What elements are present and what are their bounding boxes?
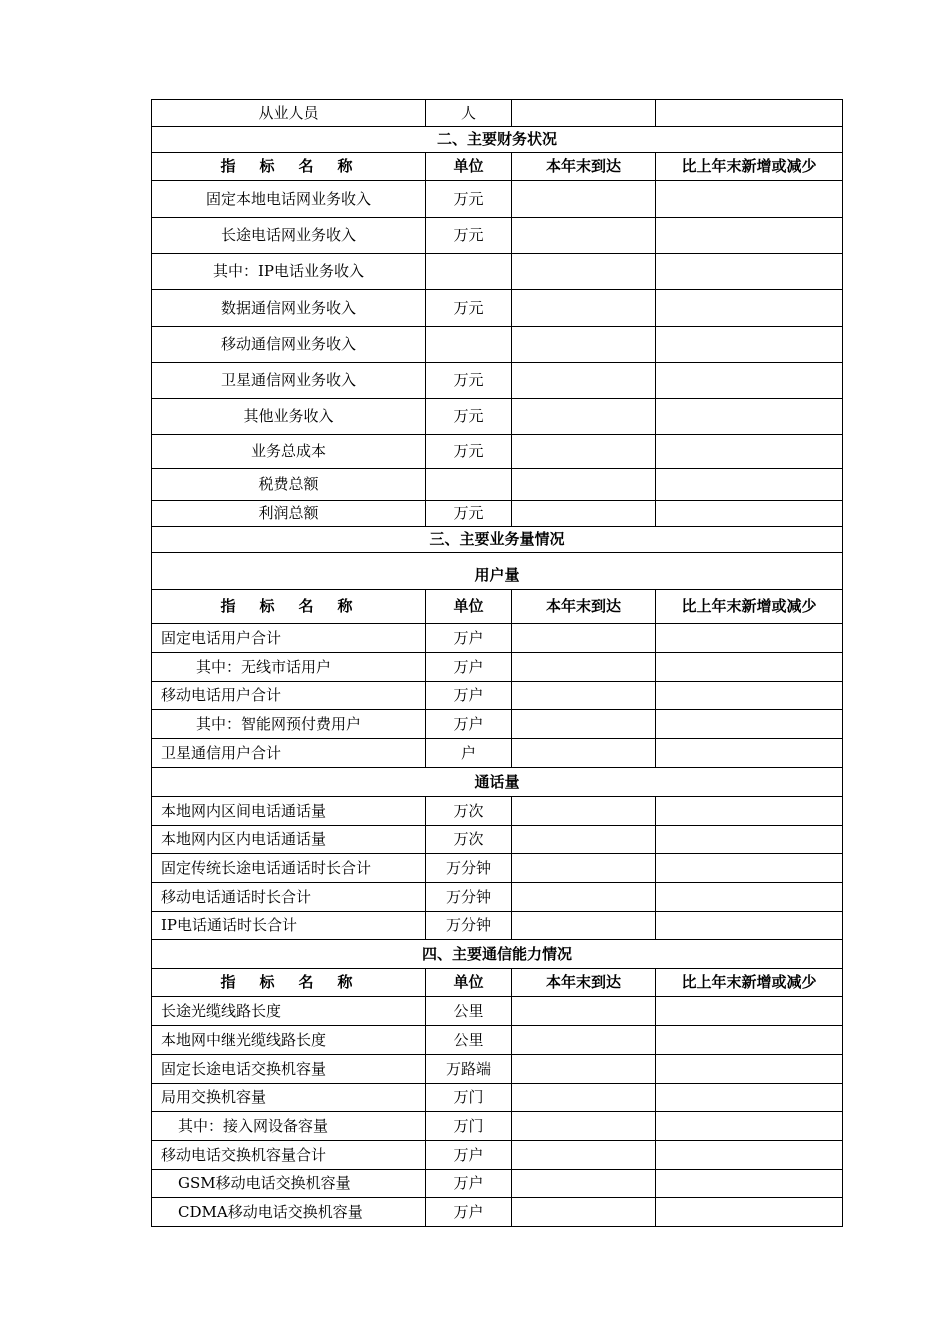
table-row: [152, 883, 843, 912]
subsection-title-users: 用户量: [152, 553, 843, 590]
section-title: 二、主要财务状况: [152, 127, 843, 153]
subsection-title-calls: 通话量: [152, 768, 843, 797]
value-cell[interactable]: [512, 1198, 656, 1227]
row-unit: 万门: [426, 1112, 512, 1141]
value-cell[interactable]: [512, 1055, 656, 1084]
row-unit: 万分钟: [426, 854, 512, 883]
header-current: 本年末到达: [512, 153, 656, 181]
value-cell[interactable]: [512, 181, 656, 218]
change-cell[interactable]: [656, 290, 843, 327]
section-title: 三、主要业务量情况: [152, 527, 843, 553]
row-unit: 万路端: [426, 1055, 512, 1084]
change-cell[interactable]: [656, 254, 843, 290]
value-cell[interactable]: [512, 290, 656, 327]
change-cell[interactable]: [656, 501, 843, 527]
value-cell[interactable]: [512, 1026, 656, 1055]
row-unit: [426, 254, 512, 290]
row-label: 本地网内区间电话通话量: [152, 797, 426, 826]
table-row: [152, 290, 843, 327]
change-cell[interactable]: [656, 1198, 843, 1227]
row-label: 其中：接入网设备容量: [152, 1112, 426, 1141]
value-cell[interactable]: [512, 100, 656, 127]
row-unit: 万元: [426, 290, 512, 327]
row-label: CDMA移动电话交换机容量: [152, 1198, 426, 1227]
change-cell[interactable]: [656, 1084, 843, 1112]
value-cell[interactable]: [512, 624, 656, 653]
change-cell[interactable]: [656, 997, 843, 1026]
subsection-row: [152, 553, 843, 590]
value-cell[interactable]: [512, 682, 656, 710]
table-row: [152, 797, 843, 826]
value-cell[interactable]: [512, 653, 656, 682]
row-label: 其中：智能网预付费用户: [152, 710, 426, 739]
header-change: 比上年末新增或减少: [656, 153, 843, 181]
table-row: [152, 826, 843, 854]
row-unit: 万元: [426, 363, 512, 399]
table-row: [152, 624, 843, 653]
table-row: [152, 739, 843, 768]
row-unit: 万元: [426, 399, 512, 435]
row-label: 卫星通信网业务收入: [152, 363, 426, 399]
row-label: 移动通信网业务收入: [152, 327, 426, 363]
change-cell[interactable]: [656, 883, 843, 912]
table-row: [152, 682, 843, 710]
row-label: 其中：IP电话业务收入: [152, 254, 426, 290]
section-title-row: [152, 940, 843, 969]
change-cell[interactable]: [656, 1112, 843, 1141]
table-row: [152, 254, 843, 290]
header-row: [152, 590, 843, 624]
table-row: [152, 710, 843, 739]
header-change: 比上年末新增或减少: [656, 969, 843, 997]
row-unit: 户: [426, 739, 512, 768]
section-title: 四、主要通信能力情况: [152, 940, 843, 969]
header-current: 本年末到达: [512, 590, 656, 624]
change-cell[interactable]: [656, 653, 843, 682]
value-cell[interactable]: [512, 854, 656, 883]
row-label: 移动电话交换机容量合计: [152, 1141, 426, 1170]
subsection-row: [152, 768, 843, 797]
header-row: [152, 969, 843, 997]
row-label: 税费总额: [152, 469, 426, 501]
change-cell[interactable]: [656, 1026, 843, 1055]
row-unit: 万门: [426, 1084, 512, 1112]
change-cell[interactable]: [656, 826, 843, 854]
header-name: 指标名称: [152, 590, 426, 624]
table-row: [152, 501, 843, 527]
header-change: 比上年末新增或减少: [656, 590, 843, 624]
row-unit: 万分钟: [426, 883, 512, 912]
value-cell[interactable]: [512, 501, 656, 527]
row-unit: 万元: [426, 218, 512, 254]
value-cell[interactable]: [512, 883, 656, 912]
table-row: [152, 1141, 843, 1170]
row-label: 固定本地电话网业务收入: [152, 181, 426, 218]
row-unit: 万次: [426, 826, 512, 854]
row-unit: 万户: [426, 1141, 512, 1170]
row-unit: 万次: [426, 797, 512, 826]
value-cell[interactable]: [512, 997, 656, 1026]
table-row: [152, 181, 843, 218]
row-label: 长途光缆线路长度: [152, 997, 426, 1026]
row-label: GSM移动电话交换机容量: [152, 1170, 426, 1198]
row-unit: 万户: [426, 682, 512, 710]
change-cell[interactable]: [656, 797, 843, 826]
row-label: IP电话通话时长合计: [152, 912, 426, 940]
table-row: [152, 218, 843, 254]
header-row: [152, 153, 843, 181]
change-cell[interactable]: [656, 1170, 843, 1198]
value-cell[interactable]: [512, 710, 656, 739]
section-title-row: [152, 527, 843, 553]
change-cell[interactable]: [656, 399, 843, 435]
value-cell[interactable]: [512, 1141, 656, 1170]
header-unit: 单位: [426, 153, 512, 181]
table-row: [152, 1084, 843, 1112]
value-cell[interactable]: [512, 912, 656, 940]
value-cell[interactable]: [512, 254, 656, 290]
row-label: 长途电话网业务收入: [152, 218, 426, 254]
header-name: 指标名称: [152, 153, 426, 181]
change-cell[interactable]: [656, 1055, 843, 1084]
value-cell[interactable]: [512, 739, 656, 768]
row-unit: 万户: [426, 1170, 512, 1198]
row-label: 从业人员: [152, 100, 426, 127]
change-cell[interactable]: [656, 682, 843, 710]
change-cell[interactable]: [656, 435, 843, 469]
header-name: 指标名称: [152, 969, 426, 997]
table-row: [152, 997, 843, 1026]
table-row: [152, 435, 843, 469]
change-cell[interactable]: [656, 710, 843, 739]
value-cell[interactable]: [512, 399, 656, 435]
row-unit: 万户: [426, 1198, 512, 1227]
change-cell[interactable]: [656, 181, 843, 218]
value-cell[interactable]: [512, 363, 656, 399]
value-cell[interactable]: [512, 1112, 656, 1141]
row-label: 固定长途电话交换机容量: [152, 1055, 426, 1084]
table-row: [152, 469, 843, 501]
value-cell[interactable]: [512, 327, 656, 363]
change-cell[interactable]: [656, 327, 843, 363]
change-cell[interactable]: [656, 912, 843, 940]
table-row: [152, 1170, 843, 1198]
table-row: [152, 912, 843, 940]
row-label: 利润总额: [152, 501, 426, 527]
value-cell[interactable]: [512, 218, 656, 254]
change-cell[interactable]: [656, 469, 843, 501]
header-unit: 单位: [426, 590, 512, 624]
table-row: [152, 653, 843, 682]
value-cell[interactable]: [512, 469, 656, 501]
statistics-report-table: [151, 99, 843, 1227]
row-unit: 人: [426, 100, 512, 127]
row-unit: 公里: [426, 997, 512, 1026]
row-label: 固定传统长途电话通话时长合计: [152, 854, 426, 883]
change-cell[interactable]: [656, 363, 843, 399]
row-unit: 万户: [426, 653, 512, 682]
row-unit: [426, 469, 512, 501]
row-unit: 万分钟: [426, 912, 512, 940]
value-cell[interactable]: [512, 826, 656, 854]
table-row: [152, 1112, 843, 1141]
row-label: 固定电话用户合计: [152, 624, 426, 653]
change-cell[interactable]: [656, 218, 843, 254]
row-label: 本地网内区内电话通话量: [152, 826, 426, 854]
value-cell[interactable]: [512, 797, 656, 826]
header-unit: 单位: [426, 969, 512, 997]
table-row: [152, 854, 843, 883]
table-row: [152, 1055, 843, 1084]
row-label: 其他业务收入: [152, 399, 426, 435]
change-cell[interactable]: [656, 739, 843, 768]
change-cell[interactable]: [656, 624, 843, 653]
row-label: 本地网中继光缆线路长度: [152, 1026, 426, 1055]
value-cell[interactable]: [512, 1170, 656, 1198]
table-row: [152, 1026, 843, 1055]
row-unit: 万元: [426, 181, 512, 218]
row-unit: 万户: [426, 710, 512, 739]
row-unit: 万元: [426, 501, 512, 527]
table-row: [152, 327, 843, 363]
header-current: 本年末到达: [512, 969, 656, 997]
change-cell[interactable]: [656, 1141, 843, 1170]
change-cell[interactable]: [656, 854, 843, 883]
row-unit: 公里: [426, 1026, 512, 1055]
row-label: 移动电话通话时长合计: [152, 883, 426, 912]
row-label: 卫星通信用户合计: [152, 739, 426, 768]
table-row: [152, 363, 843, 399]
table-row: [152, 1198, 843, 1227]
row-label: 局用交换机容量: [152, 1084, 426, 1112]
row-label: 其中：无线市话用户: [152, 653, 426, 682]
row-unit: [426, 327, 512, 363]
table-row: [152, 399, 843, 435]
row-label: 业务总成本: [152, 435, 426, 469]
section-title-row: [152, 127, 843, 153]
row-label: 移动电话用户合计: [152, 682, 426, 710]
value-cell[interactable]: [512, 1084, 656, 1112]
row-label: 数据通信网业务收入: [152, 290, 426, 327]
change-cell[interactable]: [656, 100, 843, 127]
table-row: [152, 100, 843, 127]
row-unit: 万元: [426, 435, 512, 469]
value-cell[interactable]: [512, 435, 656, 469]
row-unit: 万户: [426, 624, 512, 653]
